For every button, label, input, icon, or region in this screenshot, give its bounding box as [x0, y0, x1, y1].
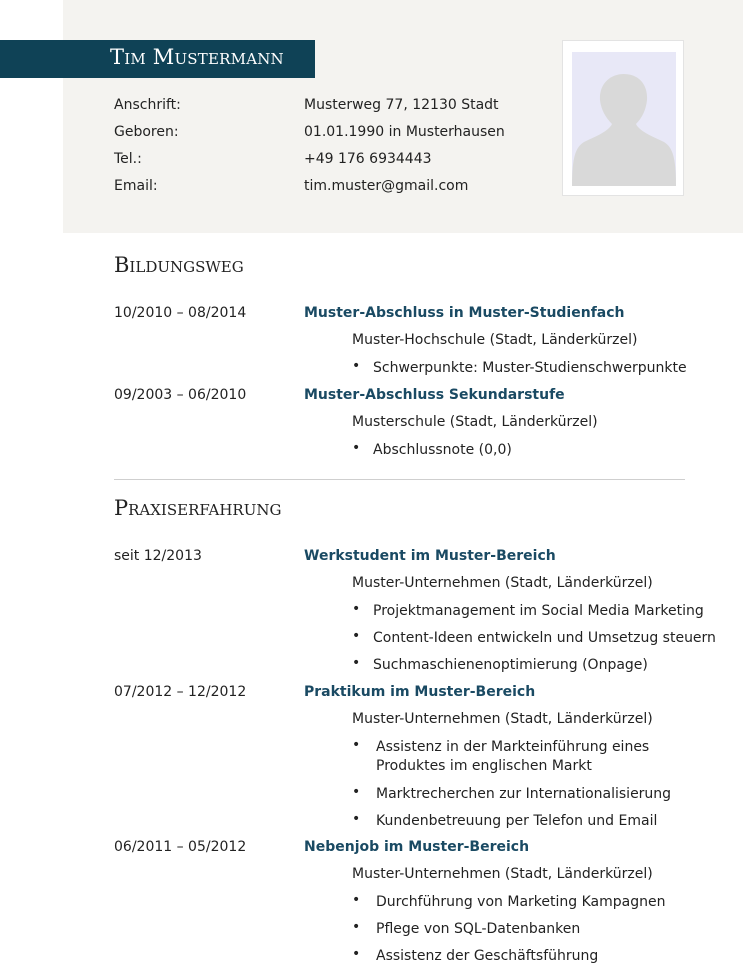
birth-value: 01.01.1990 in Musterhausen — [304, 124, 505, 140]
section-divider — [114, 479, 685, 480]
birth-label: Geboren: — [114, 124, 179, 140]
experience-title: Nebenjob im Muster-Bereich — [304, 839, 530, 855]
experience-date: seit 12/2013 — [114, 548, 202, 564]
experience-company: Muster-Unternehmen (Stadt, Länderkürzel) — [352, 866, 653, 882]
education-title: Muster-Abschluss in Muster-Studienfach — [304, 305, 625, 321]
avatar-placeholder-icon — [572, 52, 676, 186]
candidate-name: Tim Mustermann — [110, 45, 284, 69]
education-institution: Musterschule (Stadt, Länderkürzel) — [352, 414, 598, 430]
experience-heading: Praxiserfahrung — [114, 496, 282, 520]
education-title: Muster-Abschluss Sekundarstufe — [304, 387, 565, 403]
email-value: tim.muster@gmail.com — [304, 178, 469, 194]
experience-company: Muster-Unternehmen (Stadt, Länderkürzel) — [352, 711, 653, 727]
phone-label: Tel.: — [114, 151, 142, 167]
education-date: 09/2003 – 06/2010 — [114, 387, 247, 403]
experience-company: Muster-Unternehmen (Stadt, Länderkürzel) — [352, 575, 653, 591]
education-date: 10/2010 – 08/2014 — [114, 305, 247, 321]
address-value: Musterweg 77, 12130 Stadt — [304, 97, 499, 113]
experience-title: Praktikum im Muster-Bereich — [304, 684, 536, 700]
education-institution: Muster-Hochschule (Stadt, Länderkürzel) — [352, 332, 638, 348]
address-label: Anschrift: — [114, 97, 181, 113]
phone-value: +49 176 6934443 — [304, 151, 432, 167]
experience-date: 06/2011 – 05/2012 — [114, 839, 247, 855]
education-heading: Bildungsweg — [114, 253, 244, 277]
experience-title: Werkstudent im Muster-Bereich — [304, 548, 556, 564]
experience-date: 07/2012 – 12/2012 — [114, 684, 247, 700]
email-label: Email: — [114, 178, 158, 194]
profile-photo — [562, 40, 684, 196]
